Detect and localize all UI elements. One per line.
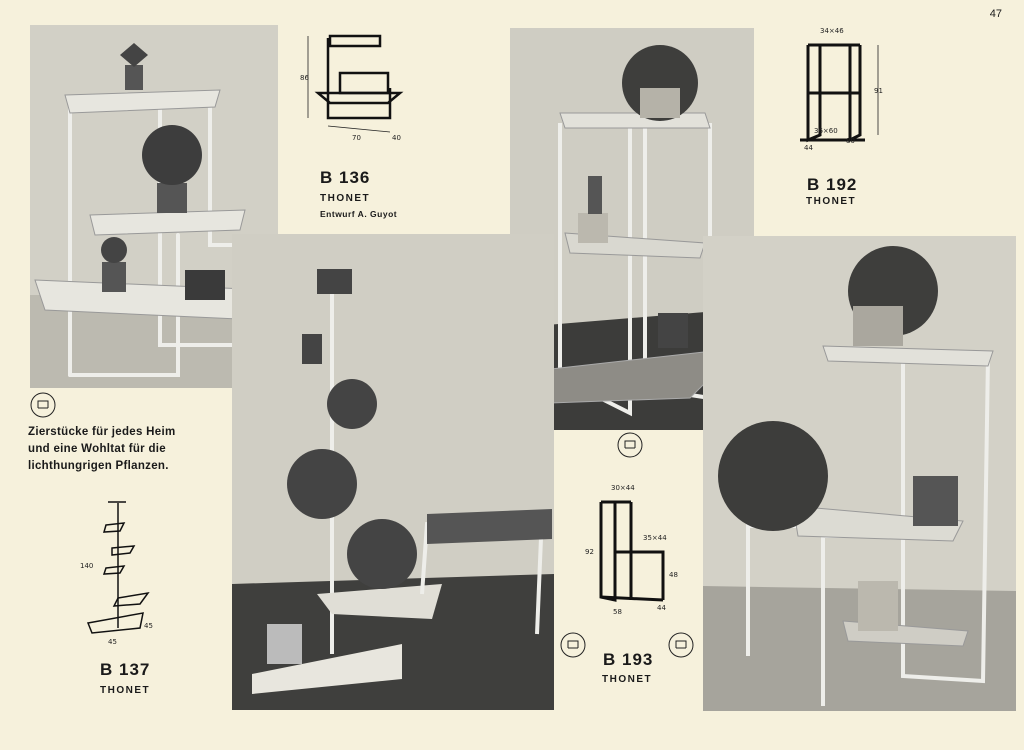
- b193-dimension-sketch: [583, 482, 688, 617]
- b192-base-dim: 36×60: [814, 127, 838, 135]
- b136-brand-label: THONET: [320, 193, 371, 204]
- b137-height-dim: 140: [80, 562, 94, 570]
- page-number: 47: [989, 8, 1002, 20]
- thonet-chair-logo-icon: [668, 632, 694, 658]
- b137-model-label: B 137: [100, 660, 151, 679]
- photo-b137-plant-stand: [232, 234, 554, 710]
- b137-depth-dim: 45: [144, 622, 153, 630]
- b193-mid-dim: 35×44: [643, 534, 667, 542]
- b192-height-dim: 91: [874, 87, 883, 95]
- b136-depth-dim: 40: [392, 134, 401, 142]
- b192-brand-label: THONET: [806, 196, 857, 207]
- b192-dimension-sketch: [790, 25, 890, 155]
- b137-brand-label: THONET: [100, 685, 151, 696]
- b193-brand-label: THONET: [602, 674, 653, 685]
- thonet-chair-logo-icon: [560, 632, 586, 658]
- b193-depth-dim: 44: [657, 604, 666, 612]
- b136-width-dim: 70: [352, 134, 361, 142]
- b193-top-dim: 30×44: [611, 484, 635, 492]
- caption-line-3: lichthungrigen Pflanzen.: [28, 460, 169, 472]
- thonet-chair-logo-icon: [617, 432, 643, 458]
- b192-model-label: B 192: [807, 175, 858, 194]
- b192-top-dim: 34×46: [820, 27, 844, 35]
- b192-depth-dim: 80: [846, 137, 855, 145]
- caption-line-2: und eine Wohltat für die: [28, 443, 166, 455]
- caption-line-1: Zierstücke für jedes Heim: [28, 426, 176, 438]
- caption-text: [28, 424, 175, 475]
- b193-height-dim: 92: [585, 548, 594, 556]
- photo-b193-plant-stand: [703, 236, 1016, 711]
- plant-stand-illustration: [232, 234, 554, 710]
- b137-dimension-sketch: [78, 498, 168, 648]
- b192-width-dim: 44: [804, 144, 813, 152]
- b193-right-dim: 48: [669, 571, 678, 579]
- plant-stand-illustration: [703, 236, 1016, 711]
- b136-dimension-sketch: [300, 28, 410, 148]
- b136-height-dim: 86: [300, 74, 309, 82]
- b136-designer-credit: Entwurf A. Guyot: [320, 209, 398, 219]
- b137-width-dim: 45: [108, 638, 117, 646]
- b193-model-label: B 193: [603, 650, 654, 669]
- thonet-chair-logo-icon: [30, 392, 56, 418]
- b136-model-label: B 136: [320, 168, 371, 187]
- b193-width-dim: 58: [613, 608, 622, 616]
